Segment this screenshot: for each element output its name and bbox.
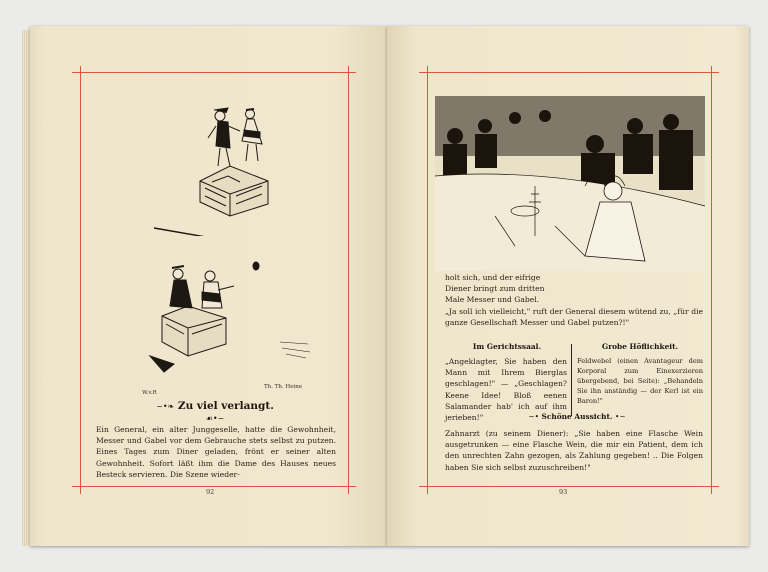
signature-left: W.v.R <box>142 390 157 396</box>
frame-bottom-rule <box>419 486 719 487</box>
continuation-line-2: Diener bringt zum dritten <box>445 284 545 294</box>
page-number: 92 <box>206 488 215 496</box>
story-continuation-rest: „Ja soll ich vielleicht," ruft der General diesem wütend zu, „für die ganze Gesellschaft Messer und Gabel putzen?!" <box>445 307 703 328</box>
ornament-right: •~ <box>615 412 626 421</box>
frame-bottom-rule <box>72 486 356 487</box>
ornament-left: ~•❧ <box>156 402 175 411</box>
section3-body: Zahnarzt (zu seinem Diener): „Sie haben eine Flasche Wein ausgetrunken — eine Flasche Wein, die mir ein Patient, dem ich den unrechten Zahn gezogen, als Zahlung gegeben! .. Die Folgen haben Sie sich selbst zuzuschreiben!" <box>445 429 703 472</box>
frame-left-rule <box>427 66 428 494</box>
section3-title-text: Schöne Aussicht. <box>541 412 613 421</box>
article-title <box>150 400 280 424</box>
illustration-child-doll-crate <box>130 246 330 396</box>
article-body: Ein General, ein alter Junggeselle, hatte die Gewohnheit, Messer und Gabel vor dem Gebrauche stets selbst zu putzen. Eines Tages zum Diner geladen, frönt er seiner alten Gewohnheit. Sofort läßt ihm die Dame des Hauses neues Besteck servieren. Die Szene wieder- <box>96 425 336 479</box>
left-page <box>30 26 387 546</box>
column2-body: Feldwebel (einen Avantageur dem Korporal zum Einexerzieren übergebend, bei Seite): „Behandeln Sie ihn anständig — der Kerl ist ein Baron!" <box>577 357 703 405</box>
frame-top-rule <box>72 72 356 73</box>
column-divider <box>571 344 572 416</box>
open-book <box>22 26 754 548</box>
ornament-right: ☙•~ <box>205 414 225 423</box>
page-number: 93 <box>559 488 568 496</box>
frame-right-rule <box>711 66 712 494</box>
continuation-line-3: Male Messer und Gabel. <box>445 295 540 305</box>
frame-top-rule <box>419 72 719 73</box>
column1-body: „Angeklagter, Sie haben den Mann mit Ihrem Bierglas geschlagen!" — „Geschlagen? Keene Idee! Bloß eenen Salamander hab' ich auf ihm jerieben!" <box>445 357 567 423</box>
continuation-line-1: holt sich, und der eifrige <box>445 273 541 282</box>
signature-right: Th. Th. Heine <box>264 384 303 390</box>
section3-title <box>507 412 647 421</box>
illustration-dinner-party <box>435 96 705 271</box>
story-continuation-lines <box>445 272 585 306</box>
frame-left-rule <box>80 66 81 494</box>
frame-right-rule <box>348 66 349 494</box>
right-page <box>387 26 749 546</box>
column1-title: Im Gerichtssaal. <box>472 342 542 351</box>
article-title-text: Zu viel verlangt. <box>177 400 274 412</box>
illustration-children-crate <box>150 86 320 236</box>
column2-title: Grobe Höflichkeit. <box>601 342 679 351</box>
ornament-left: ~• <box>528 412 539 421</box>
